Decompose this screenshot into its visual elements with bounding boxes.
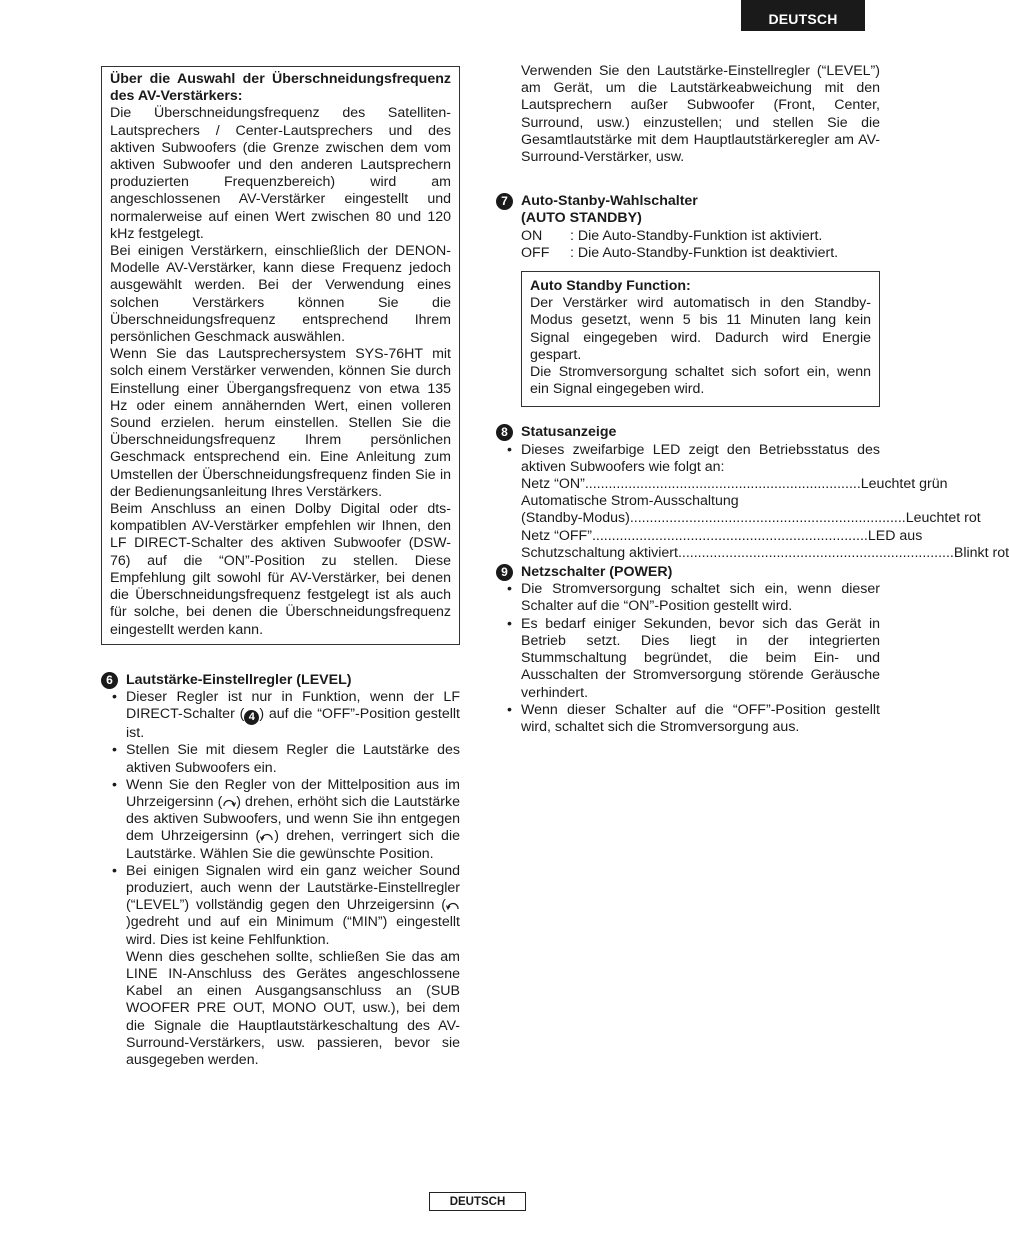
auto-standby-info-box xyxy=(521,271,880,407)
section-6-title: Lautstärke-Einstellregler (LEVEL) xyxy=(126,671,352,688)
section-6-bullets xyxy=(101,689,460,949)
auto-standby-box-title: Auto Standby Function: xyxy=(530,278,691,295)
counterclockwise-arrow-icon xyxy=(446,900,460,910)
section-9-bullets xyxy=(496,581,880,736)
status-table xyxy=(496,476,1009,562)
section-6-heading xyxy=(101,672,460,689)
left-column xyxy=(101,66,460,1069)
list-item: • Die Stromversorgung schaltet sich ein, wenn dieser Schalter auf die “ON”-Position gestellt wird. xyxy=(507,581,880,615)
auto-standby-options xyxy=(496,228,880,262)
clockwise-arrow-icon xyxy=(222,797,236,807)
section-level-control xyxy=(101,672,460,1069)
status-row-protection: Schutzschaltung aktiviert ...................................................................... Blinkt rot xyxy=(521,544,1009,561)
counterclockwise-arrow-icon xyxy=(260,831,274,841)
crossover-box-title: Über die Auswahl der Überschneidungsfrequenz des AV-Verstärkers: xyxy=(110,71,451,105)
level-intro-paragraph: Verwenden Sie den Lautstärke-Einstellregler (“LEVEL”) am Gerät, um die Lautstärkeabweichung mit den Lautsprechern außer Subwoofer (Front, Center, Surround, usw.) einzustellen; und stellen Sie die Gesamtlautstärke mit dem Hauptlautstärkeregler am AV-Surround-Verstärker, usw. xyxy=(521,63,880,166)
list-item: • Dieser Regler ist nur in Funktion, wenn der LF DIRECT-Schalter ( 4 ) auf die “OFF”-Position gestellt ist. xyxy=(112,688,460,742)
right-column xyxy=(496,63,1009,736)
language-tab: DEUTSCH xyxy=(741,0,865,31)
section-number-9: 9 xyxy=(496,564,513,581)
section-6-continuation: Wenn dies geschehen sollte, schließen Sie das am LINE IN-Anschluss des Gerätes angeschlossene Kabel an einen Ausgangsanschluss an (SUB WOOFER PRE OUT, MONO OUT, usw.), bei dem die Signale die Hauptlautstärkeschaltung des AV-Surround-Verstärkers, usw. passieren, bevor sie ausgegeben werden. xyxy=(126,948,460,1068)
crossover-paragraph-4: Beim Anschluss an einen Dolby Digital oder dts-kompatiblen AV-Verstärker empfehlen wir Ihnen, den LF DIRECT-Schalter des aktiven Subwoofer (DSW-76) auf die “ON”-Position zu stellen. Diese Empfehlung gilt sowohl für AV-Verstärker, bei denen die Überschneidungsfrequenz festgelegt ist als auch für solche, bei denen die Überschneidungsfrequenz eingestellt werden kann. xyxy=(110,501,451,638)
section-7-heading xyxy=(496,193,880,227)
list-item: • Wenn Sie den Regler von der Mittelposition aus im Uhrzeigersinn ( ) drehen, erhöht sich die Lautstärke des aktiven Subwoofers, und wenn Sie ihn entgegen dem Uhrzeigersinn ( ) drehen, verringert sich die Lautstärke. Wählen Sie die gewünschte Position. xyxy=(112,776,460,862)
auto-standby-box-paragraph-2: Die Stromversorgung schaltet sich sofort ein, wenn ein Signal eingegeben wird. xyxy=(530,364,871,398)
section-power-switch xyxy=(496,564,880,736)
section-8-title: Statusanzeige xyxy=(521,424,617,441)
crossover-paragraph-1: Die Überschneidungsfrequenz des Satelliten-Lautsprechers / Center-Lautsprechers und des aktiven Subwoofers (die Grenze zwischen dem vom aktiven Subwoofer und den anderen Lautsprechern produzierten Frequenzbereich) wird am angeschlossenen AV-Verstärker eingestellt und normalerweise auf einen Wert zwischen 80 und 120 kHz festgelegt. xyxy=(110,105,451,242)
section-7-title-line-2: (AUTO STANDBY) xyxy=(521,210,642,227)
list-item: • Stellen Sie mit diesem Regler die Lautstärke des aktiven Subwoofers ein. xyxy=(112,742,460,776)
section-9-heading xyxy=(496,564,880,581)
status-row-power-off: Netz “OFF” ...................................................................... LED aus xyxy=(521,527,923,544)
crossover-paragraph-3: Wenn Sie das Lautsprechersystem SYS-76HT mit solch einem Verstärker verwenden, können Sie durch Einstellung einer Übergangsfrequenz von etwa 135 Hz oder einem annähernden Wert, einen volleren Sound erzielen. herum einstellen. Stellen Sie die Überschneidungsfrequenz Ihrem persönlichen Geschmack entsprechend ein. Eine Anleitung zum Umstellen der Überschneidungsfrequenz finden Sie in der Bedienungsanleitung Ihres Verstärkers. xyxy=(110,346,451,500)
section-status-indicator xyxy=(496,424,1009,562)
status-row-standby-label: Automatische Strom-Ausschaltung xyxy=(521,493,739,510)
section-9-title: Netzschalter (POWER) xyxy=(521,564,673,581)
section-number-8: 8 xyxy=(496,424,513,441)
option-on-row: ON : Die Auto-Standby-Funktion ist aktiviert. xyxy=(521,227,823,244)
list-item: • Dieses zweifarbige LED zeigt den Betriebsstatus des aktiven Subwoofers wie folgt an: xyxy=(507,441,880,475)
list-item: • Bei einigen Signalen wird ein ganz weicher Sound produziert, auch wenn der Lautstärke-Einstellregler (“LEVEL”) vollständig gegen den Uhrzeigersinn ()gedreht und auf ein Minimum (“MIN”) eingestellt wird. Dies ist keine Fehlfunktion. xyxy=(112,862,460,948)
list-item: • Es bedarf einiger Sekunden, bevor sich das Gerät in Betrieb setzt. Dies liegt in der integrierten Stummschaltung begründet, die beim Ein- und Ausschalten der Stromversorgung störende Geräusche verhindert. xyxy=(507,615,880,701)
auto-standby-box-paragraph-1: Der Verstärker wird automatisch in den Standby-Modus gesetzt, wenn 5 bis 11 Minuten lang kein Signal eingegeben wird. Dadurch wird Energie gespart. xyxy=(530,295,871,363)
crossover-info-box xyxy=(101,66,460,645)
list-item: • Wenn dieser Schalter auf die “OFF”-Position gestellt wird, schaltet sich die Stromversorgung aus. xyxy=(507,701,880,735)
reference-number-4-icon: 4 xyxy=(244,710,259,725)
status-row-standby: (Standby-Modus) ...................................................................... Leuchtet rot xyxy=(521,510,981,527)
status-row-power-on: Netz “ON” ...................................................................... Leuchtet grün xyxy=(521,476,948,493)
section-auto-standby xyxy=(496,193,880,407)
section-number-7: 7 xyxy=(496,193,513,210)
option-off-row: OFF : Die Auto-Standby-Funktion ist deaktiviert. xyxy=(521,244,839,261)
section-number-6: 6 xyxy=(101,672,118,689)
section-8-heading xyxy=(496,424,880,441)
footer-language-label: DEUTSCH xyxy=(429,1192,526,1211)
crossover-paragraph-2: Bei einigen Verstärkern, einschließlich der DENON-Modelle AV-Verstärker, kann diese Frequenz jedoch ausgewählt werden. Bei der Verwendung eines solchen Verstärkers können Sie die Überschneidungsfrequenz entsprechend Ihrem persönlichen Geschmack auswählen. xyxy=(110,243,451,346)
section-7-title-line-1: Auto-Stanby-Wahlschalter xyxy=(521,193,698,210)
